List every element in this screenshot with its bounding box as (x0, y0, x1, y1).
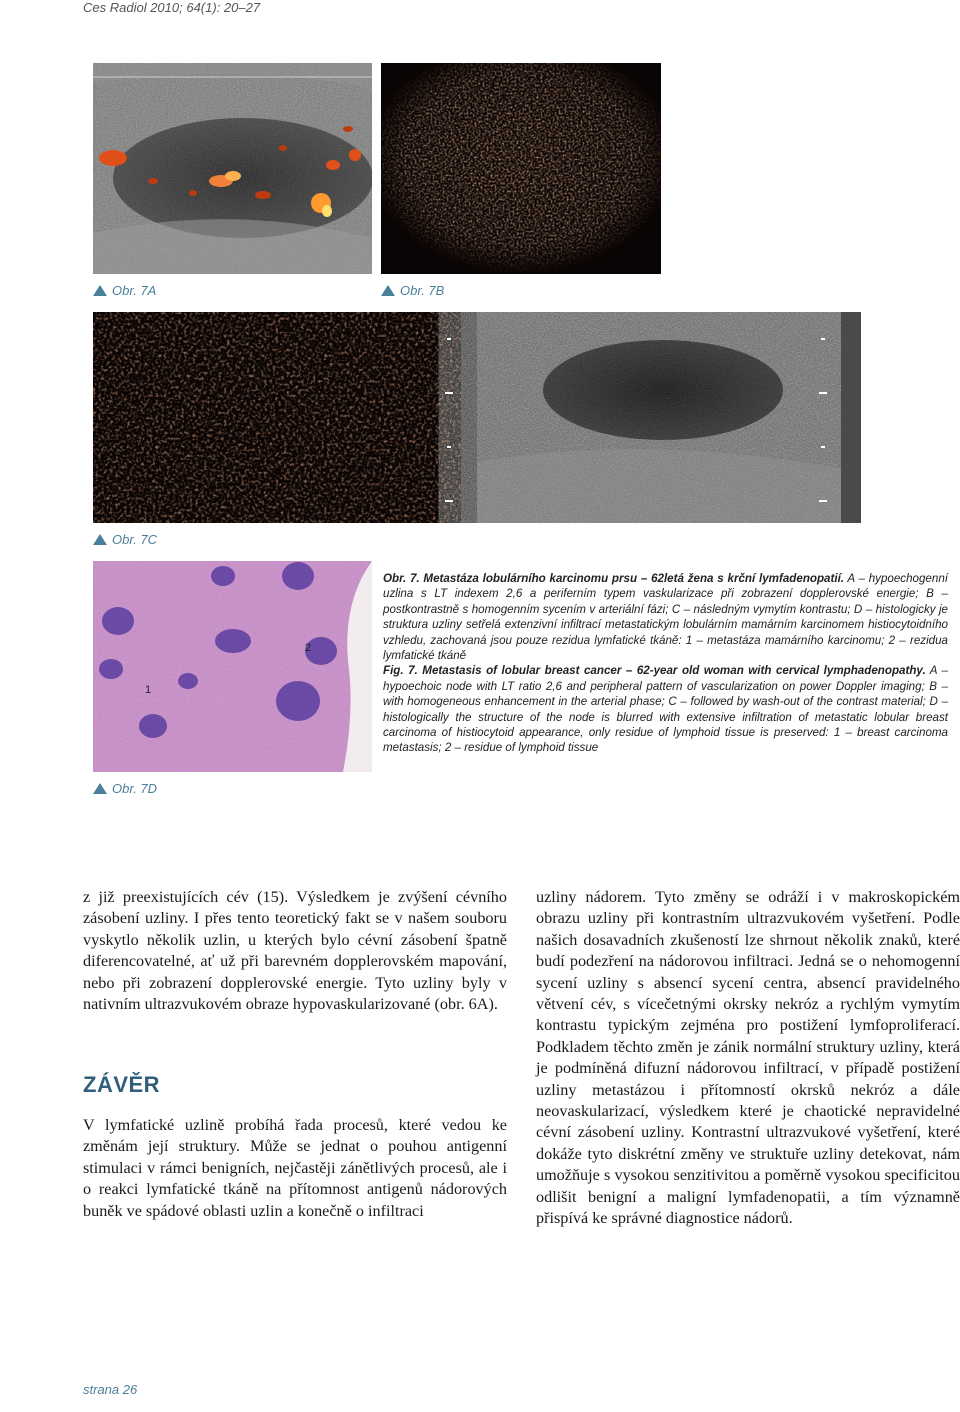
paragraph: uzliny nádorem. Tyto změny se odráží i v makroskopickém obrazu uzliny při kontrastním ultrazvukovém vyšetření. Podle našich dosavadních zkušeností lze shrnout několik znaků, které budí podezření na nádorovou infiltraci. Jedná se o nehomogenní sycení uzliny s absencí sycení centra, absencí pravidelného větvení cév, s vícečetnými okrsky nekróz a rychlým vymytím kontrastu typickým zejména pro postižení lymfoproliferací. Podkladem těchto změn je zánik normální struktury uzliny, která je podmíněná difuzní nádorovou infiltrací, v případě postižení uzliny metastázou i přítomností okrsků nekróz a dále neovaskularizací, výsledkem které je chaotické nepravidelné cévní zásobení uzliny. Kontrastní ultrazvukové vyšetření, které dokáže tyto diskrétní změny ve struktuře uzliny detekovat, nám umožňuje s vysokou senzitivitou a poměrně vysokou specificitou odlišit benigní a maligní lymfadenopatii, a tím významně přispívá ke správné diagnostice nádorů. (536, 888, 960, 1228)
running-head: Ces Radiol 2010; 64(1): 20–27 (83, 0, 261, 15)
paragraph: z již preexistujících cév (15). Výsledkem je zvýšení cévního zásobení uzliny. I přes tento teoretický fakt se v našem souboru vyskytlo několik uzlin, u kterých bylo cévní zásobení špatně diferencovatelné, ať už při barevném dopplerovském mapování, nebo při zobrazení dopplerovské energie. Tyto uzliny byly v nativním ultrazvukovém obraze hypovaskularizované (obr. 6A). (83, 888, 507, 1014)
caption-english (383, 663, 948, 755)
triangle-marker-icon (93, 783, 107, 794)
page-number: strana 26 (83, 1382, 138, 1397)
figure-7d-label: Obr. 7D (93, 781, 157, 796)
histology-marker-2: 2 (305, 642, 312, 654)
histology-marker-1: 1 (145, 684, 152, 696)
triangle-marker-icon (93, 534, 107, 545)
triangle-marker-icon (93, 285, 107, 296)
triangle-marker-icon (381, 285, 395, 296)
paragraph: V lymfatické uzlině probíhá řada procesů, které vedou ke změnám její struktury. Může se jednat o pouhou antigenní stimulaci v rámci benigních, nejčastěji zánětlivých procesů, ale i o reakci lymfatické tkáně na přítomnost antigenů nádorových buněk ve spádové oblasti uzlin a konečně o infiltraci (83, 1116, 507, 1220)
body-right (536, 887, 960, 1230)
figure-7a-image (93, 63, 372, 274)
figure-caption (383, 571, 948, 756)
body-left-top (83, 887, 507, 1015)
section-heading-zaver: ZÁVĚR (83, 1072, 161, 1097)
caption-czech-text: A – hypoechogenní uzlina s LT indexem 2,6 a periferním typem vaskularizace při zobrazení dopplerovské energie; B – postkontrastně s homogenním sycením v arteriální fázi; C – následným vymytím kontrastu; D – histologicky je struktura uzliny setřelá extenzivní infiltrací metastatickým lobulárním mamárním karcinomem histiocytoidního vzhledu, zachovaná jsou pouze rezidua lymfatické tkáně: 1 – metastáza mamárního karcinomu; 2 – rezidua lymfatické tkáně (383, 572, 948, 663)
figure-7d-image (93, 561, 372, 772)
figure-7a-label: Obr. 7A (93, 283, 156, 298)
caption-english-title: Fig. 7. Metastasis of lobular breast cancer – 62-year old woman with cervical lymphadenopathy. (383, 664, 926, 678)
figure-7c-image (93, 312, 861, 523)
caption-czech-title: Obr. 7. Metastáza lobulárního karcinomu prsu – 62letá žena s krční lymfadenopatií. (383, 572, 845, 585)
figure-7b-image (381, 63, 661, 274)
body-left-bottom (83, 1115, 507, 1222)
caption-english-text: A – hypoechoic node with LT ratio 2,6 and peripheral pattern of vascularization on power Doppler imaging; B – with homogeneous enhancement in the arterial phase; C – followed by wash-out of the contrast material; D – histologically the structure of the node is blurred with extensive infiltration of metastatic lobular breast carcinoma of histiocytoid appearance, only residue of lymphoid tissue is preserved: 1 – breast carcinoma metastasis; 2 – residue of lymphoid tissue (383, 664, 949, 755)
caption-czech (383, 571, 948, 663)
figure-7c-label: Obr. 7C (93, 532, 157, 547)
figure-7b-label: Obr. 7B (381, 283, 444, 298)
